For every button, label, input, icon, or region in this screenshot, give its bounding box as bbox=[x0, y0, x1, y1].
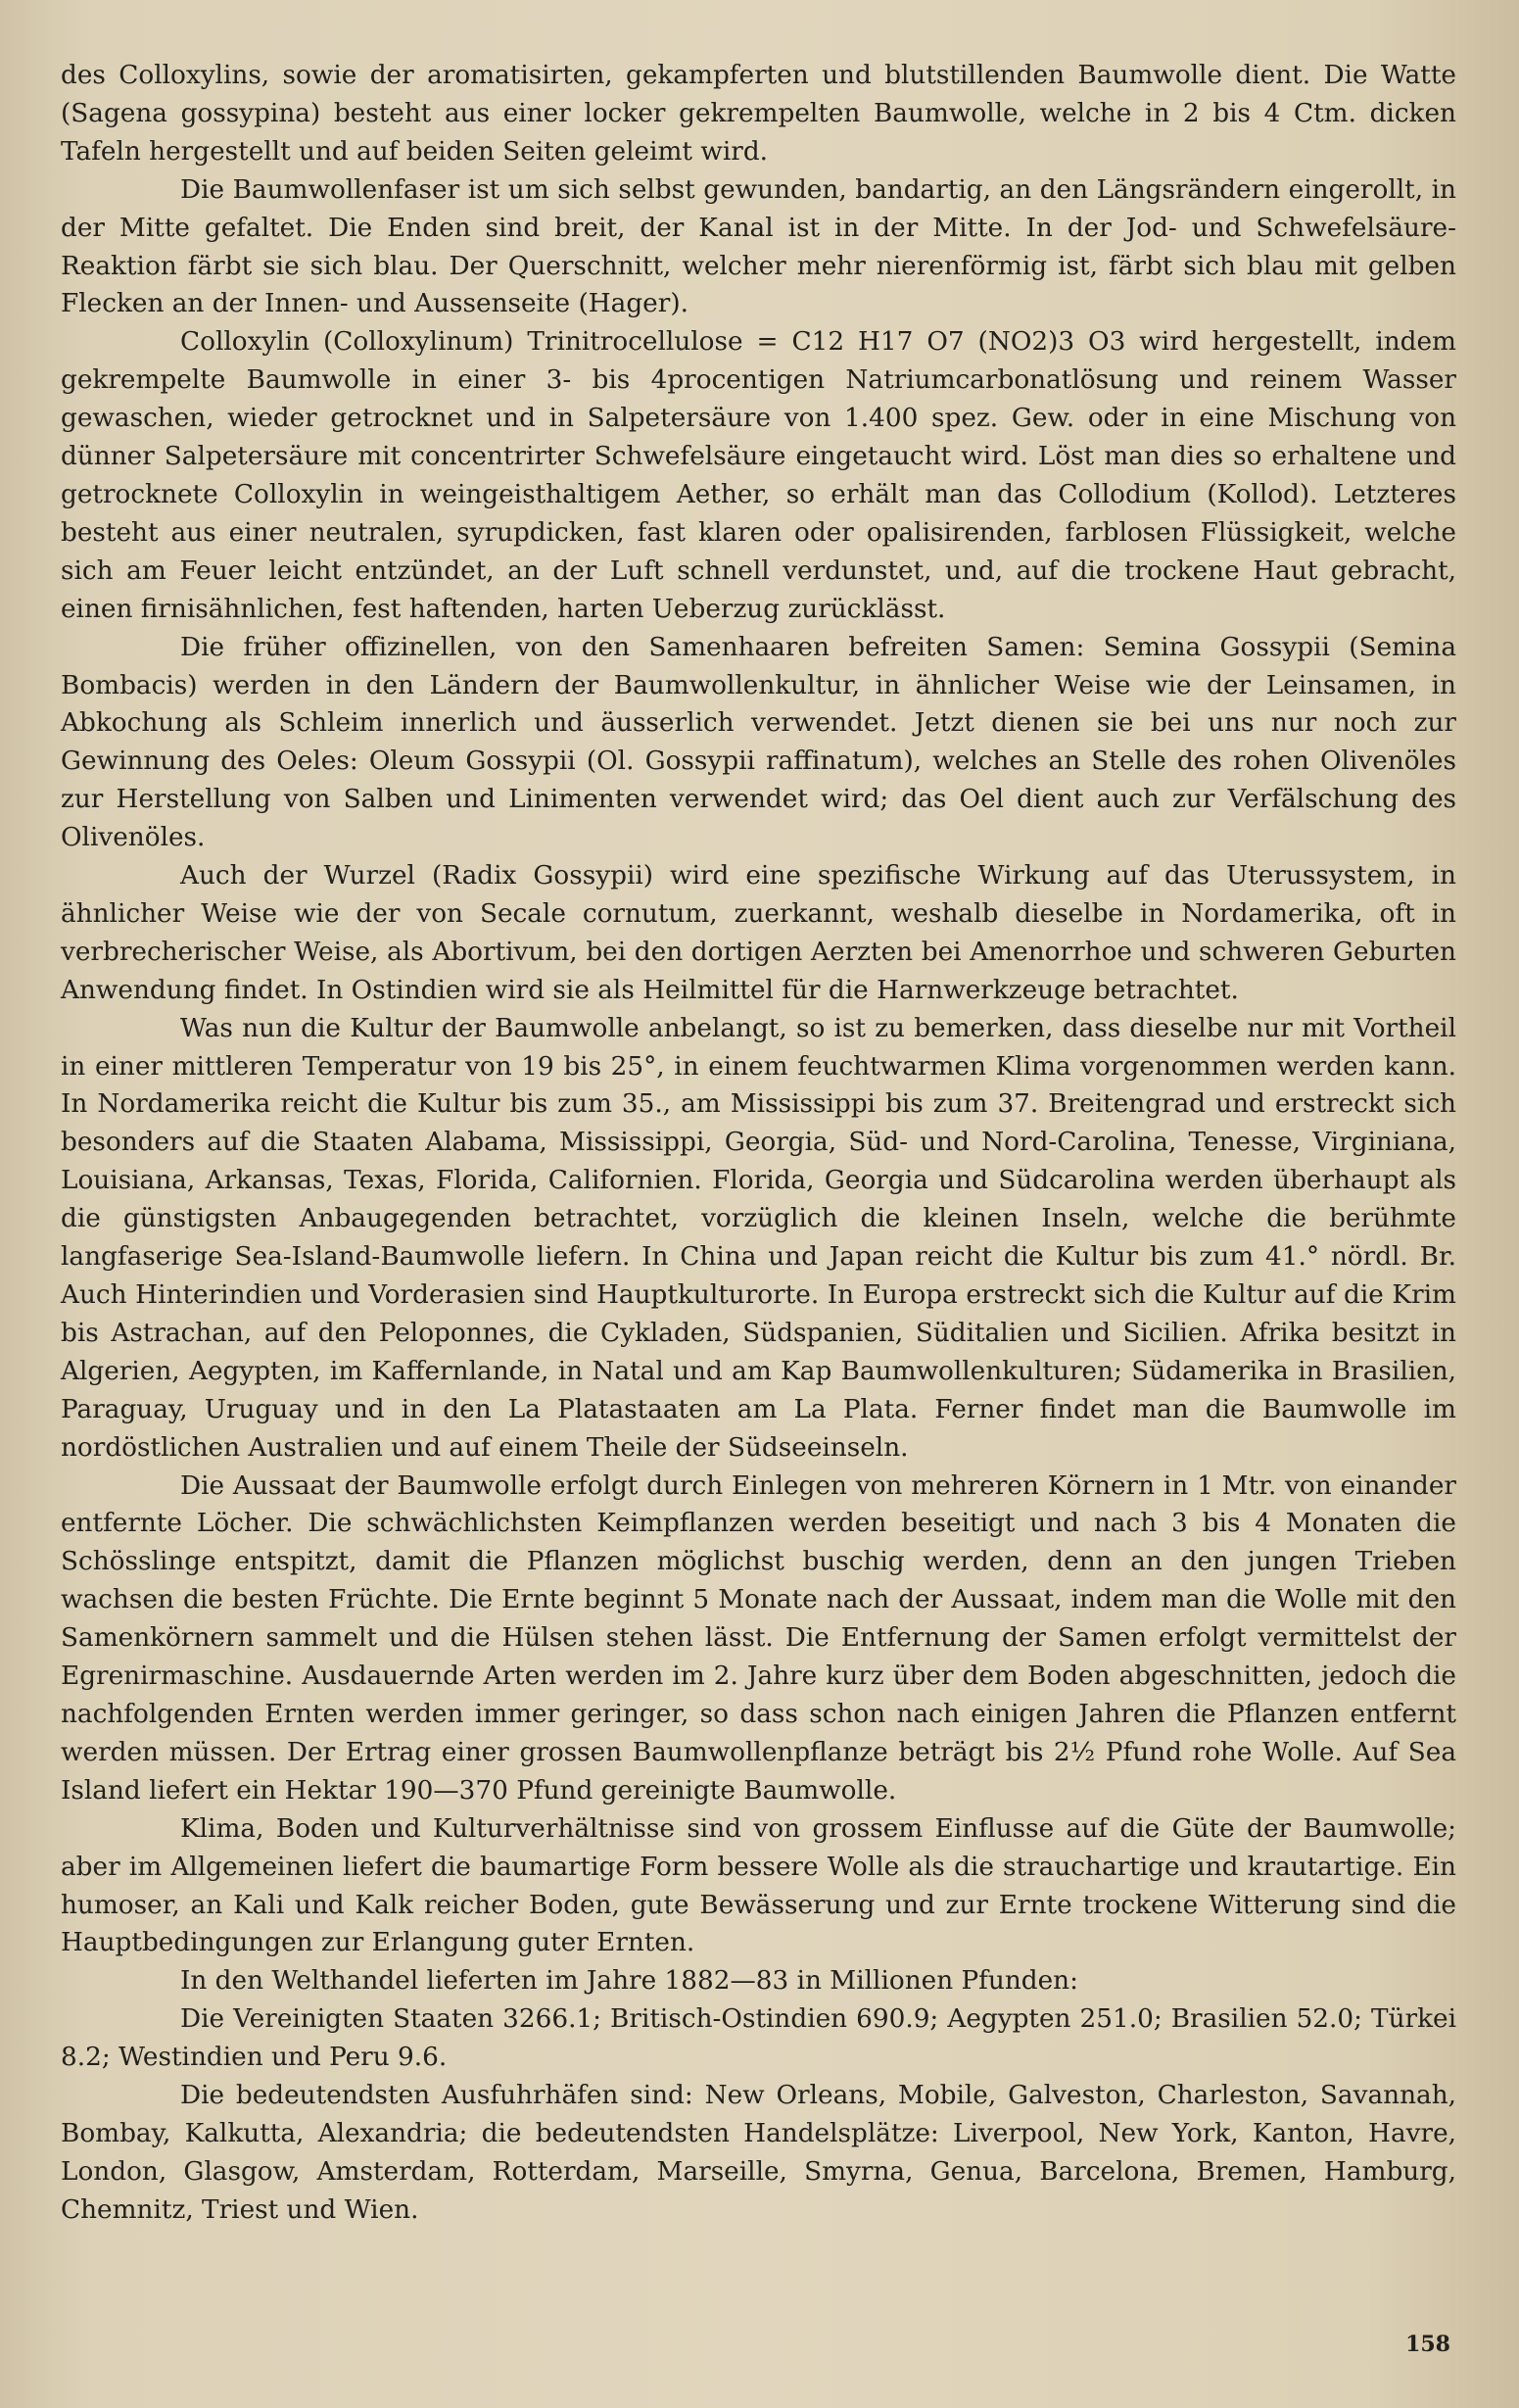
paragraph: In den Welthandel lieferten im Jahre 1882—83 in Millionen Pfunden: bbox=[180, 1966, 1078, 1997]
paragraph: des Colloxylins, sowie der aromatisirten, gekampferten und blutstillenden Baumwolle dient. Die Watte (Sagena gossypina) besteht aus einer locker gekrempelten Baumwolle, welche in 2 bis 4 Ctm. dicken Tafeln hergestellt und auf beiden Seiten geleimt wird. bbox=[61, 61, 1456, 167]
page-number: 158 bbox=[1405, 2332, 1450, 2357]
paragraph: Die Baumwollenfaser ist um sich selbst gewunden, bandartig, an den Längsrändern eingerollt, in der Mitte gefaltet. Die Enden sind breit, der Kanal ist in der Mitte. In der Jod- und Schwefelsäure-Reaktion färbt sie sich blau. Der Querschnitt, welcher mehr nierenförmig ist, färbt sich blau mit gelben Flecken an der Innen- und Aussenseite (Hager). bbox=[61, 174, 1456, 319]
body-text bbox=[61, 57, 1456, 2230]
paragraph: Auch der Wurzel (Radix Gossypii) wird eine spezifische Wirkung auf das Uterussystem, in ähnlicher Weise wie der von Secale cornutum, zuerkannt, weshalb dieselbe in Nordamerika, oft in verbrecherischer Weise, als Abortivum, bei den dortigen Aerzten bei Amenorrhoe und schweren Geburten Anwendung findet. In Ostindien wird sie als Heilmittel für die Harnwerkzeuge betrachtet. bbox=[61, 861, 1456, 1005]
paragraph: Die bedeutendsten Ausfuhrhäfen sind: New Orleans, Mobile, Galveston, Charleston, Savannah, Bombay, Kalkutta, Alexandria; die bedeutendsten Handelsplätze: Liverpool, New York, Kanton, Havre, London, Glasgow, Amsterdam, Rotterdam, Marseille, Smyrna, Genua, Barcelona, Bremen, Hamburg, Chemnitz, Triest und Wien. bbox=[61, 2081, 1456, 2225]
paragraph: Colloxylin (Colloxylinum) Trinitrocellulose = C12 H17 O7 (NO2)3 O3 wird hergestellt, indem gekrempelte Baumwolle in einer 3- bis 4procentigen Natriumcarbonatlösung und reinem Wasser gewaschen, wieder getrocknet und in Salpetersäure von 1.400 spez. Gew. oder in eine Mischung von dünner Salpetersäure mit concentrirter Schwefelsäure eingetaucht wird. Löst man dies so erhaltene und getrocknete Colloxylin in weingeisthaltigem Aether, so erhält man das Collodium (Kollod). Letzteres besteht aus einer neutralen, syrupdicken, fast klaren oder opalisirenden, farblosen Flüssigkeit, welche sich am Feuer leicht entzündet, an der Luft schnell verdunstet, und, auf die trockene Haut gebracht, einen firnisähnlichen, fest haftenden, harten Ueberzug zurücklässt. bbox=[61, 327, 1456, 624]
paragraph: Die Vereinigten Staaten 3266.1; Britisch-Ostindien 690.9; Aegypten 251.0; Brasilien 52.0; Türkei 8.2; Westindien und Peru 9.6. bbox=[61, 2004, 1456, 2073]
paragraph: Was nun die Kultur der Baumwolle anbelangt, so ist zu bemerken, dass dieselbe nur mit Vortheil in einer mittleren Temperatur von 19 bis 25°, in einem feuchtwarmen Klima vorgenommen werden kann. In Nordamerika reicht die Kultur bis zum 35., am Mississippi bis zum 37. Breitengrad und erstreckt sich besonders auf die Staaten Alabama, Mississippi, Georgia, Süd- und Nord-Carolina, Tenesse, Virginiana, Louisiana, Arkansas, Texas, Florida, Californien. Florida, Georgia und Südcarolina werden überhaupt als die günstigsten Anbaugegenden betrachtet, vorzüglich die kleinen Inseln, welche die berühmte langfaserige Sea-Island-Baumwolle liefern. In China und Japan reicht die Kultur bis zum 41.° nördl. Br. Auch Hinterindien und Vorderasien sind Hauptkulturorte. In Europa erstreckt sich die Kultur auf die Krim bis Astrachan, auf den Peloponnes, die Cykladen, Südspanien, Süditalien und Sicilien. Afrika besitzt in Algerien, Aegypten, im Kaffernlande, in Natal und am Kap Baumwollenkulturen; Südamerika in Brasilien, Paraguay, Uruguay und in den La Platastaaten am La Plata. Ferner findet man die Baumwolle im nordöstlichen Australien und auf einem Theile der Südseeinseln. bbox=[61, 1013, 1456, 1463]
paragraph: Die früher offizinellen, von den Samenhaaren befreiten Samen: Semina Gossypii (Semina Bombacis) werden in den Ländern der Baumwollenkultur, in ähnlicher Weise wie der Leinsamen, in Abkochung als Schleim innerlich und äusserlich verwendet. Jetzt dienen sie bei uns nur noch zur Gewinnung des Oeles: Oleum Gossypii (Ol. Gossypii raffinatum), welches an Stelle des rohen Olivenöles zur Herstellung von Salben und Linimenten verwendet wird; das Oel dient auch zur Verfälschung des Olivenöles. bbox=[61, 632, 1456, 853]
paragraph: Die Aussaat der Baumwolle erfolgt durch Einlegen von mehreren Körnern in 1 Mtr. von einander entfernte Löcher. Die schwächlichsten Keimpflanzen werden beseitigt und nach 3 bis 4 Monaten die Schösslinge entspitzt, damit die Pflanzen möglichst buschig werden, denn an den jungen Trieben wachsen die besten Früchte. Die Ernte beginnt 5 Monate nach der Aussaat, indem man die Wolle mit den Samenkörnern sammelt und die Hülsen stehen lässt. Die Entfernung der Samen erfolgt vermittelst der Egrenirmaschine. Ausdauernde Arten werden im 2. Jahre kurz über dem Boden abgeschnitten, jedoch die nachfolgenden Ernten werden immer geringer, so dass schon nach einigen Jahren die Pflanzen entfernt werden müssen. Der Ertrag einer grossen Baumwollenpflanze beträgt bis 2½ Pfund rohe Wolle. Auf Sea Island liefert ein Hektar 190—370 Pfund gereinigte Baumwolle. bbox=[61, 1470, 1456, 1806]
paragraph: Klima, Boden und Kulturverhältnisse sind von grossem Einflusse auf die Güte der Baumwolle; aber im Allgemeinen liefert die baumartige Form bessere Wolle als die strauchartige und krautartige. Ein humoser, an Kali und Kalk reicher Boden, gute Bewässerung und zur Ernte trockene Witterung sind die Hauptbedingungen zur Erlangung guter Ernten. bbox=[61, 1813, 1456, 1958]
